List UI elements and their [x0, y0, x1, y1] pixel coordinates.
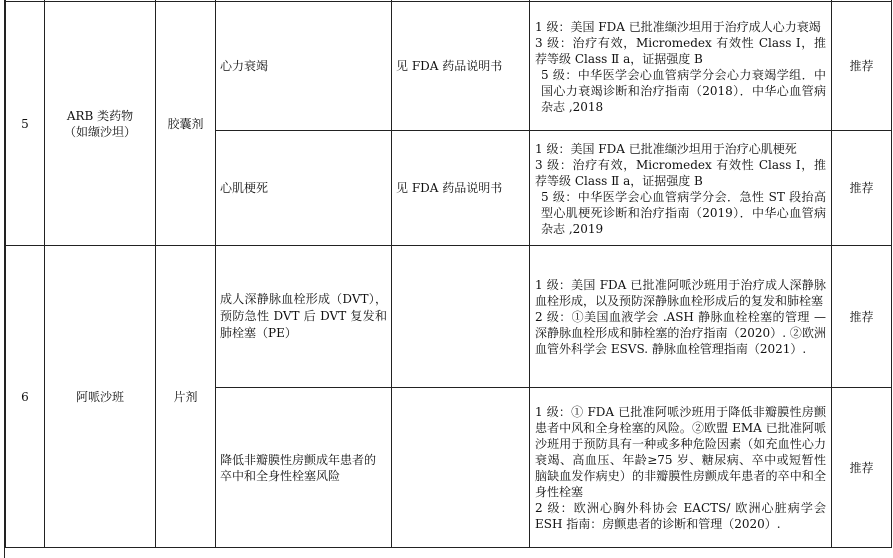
dosage-usage	[392, 388, 530, 548]
table-row	[6, 2, 892, 131]
evidence-level: 3 级：治疗有效，Micromedex 有效性 Class Ⅰ，推荐等级 Class Ⅱ a，证据强度 B	[535, 157, 826, 188]
evidence-level: 5 级：中华医学会心血管病学分会心力衰竭学组．中国心力衰竭诊断和治疗指南（2018）．中华心血管病杂志 ,2018	[541, 67, 826, 114]
dosage-usage	[392, 246, 530, 388]
evidence-level: 1 级：① FDA 已批准阿哌沙班用于降低非瓣膜性房颤患者中风和全身栓塞的风险。②欧盟 EMA 已批准阿哌沙班用于预防具有一种或多种危险因素（如充血性心力衰竭、高血压、年龄≥75 岁、糖尿病、卒中或短暂性脑缺血发作病史）的非瓣膜性房颤成年患者的卒中和全身性栓塞	[535, 405, 826, 499]
dosage-form: 片剂	[156, 246, 216, 548]
evidence-cell	[530, 2, 832, 131]
evidence-cell	[530, 388, 832, 548]
indication: 心力衰竭	[216, 2, 392, 131]
evidence-level: 5 级：中华医学会心血管病学分会．急性 ST 段抬高型心肌梗死诊断和治疗指南（2019）．中华心血管病杂志 ,2019	[541, 189, 826, 236]
indication: 降低非瓣膜性房颤成年患者的卒中和全身性栓塞风险	[216, 388, 392, 548]
drug-example: （如缬沙坦）	[63, 124, 136, 139]
recommendation: 推荐	[832, 246, 892, 388]
table-row	[6, 246, 892, 388]
recommendation: 推荐	[832, 2, 892, 131]
evidence-level: 3 级：治疗有效，Micromedex 有效性 Class I，推荐等级 Class Ⅱ a，证据强度 B	[535, 35, 826, 66]
drug-name-cell	[45, 246, 156, 548]
row-number: 5	[6, 2, 45, 246]
row-number: 6	[6, 246, 45, 548]
recommendation: 推荐	[832, 388, 892, 548]
indication: 心肌梗死	[216, 131, 392, 246]
dosage-usage: 见 FDA 药品说明书	[392, 131, 530, 246]
evidence-level: 1 级：美国 FDA 已批准缬沙坦用于治疗成人心力衰竭	[535, 19, 821, 34]
dosage-form: 胶囊剂	[156, 2, 216, 246]
evidence-level: 1 级：美国 FDA 已批准阿哌沙班用于治疗成人深静脉血栓形成，以及预防深静脉血栓形成后的复发和肺栓塞	[535, 278, 826, 308]
drug-indication-table-page	[4, 0, 891, 558]
drug-indication-table	[5, 0, 892, 548]
evidence-level: 2 级：①美国血液学会 .ASH 静脉血栓栓塞的管理 — 深静脉血栓形成和肺栓塞的治疗指南（2020）. ②欧洲血管外科学会 ESVS. 静脉血栓管理指南（2021）.	[535, 310, 826, 356]
evidence-cell	[530, 131, 832, 246]
drug-name: 阿哌沙班	[75, 389, 124, 404]
recommendation: 推荐	[832, 131, 892, 246]
indication: 成人深静脉血栓形成（DVT），预防急性 DVT 后 DVT 复发和肺栓塞（PE）	[216, 246, 392, 388]
evidence-level: 1 级：美国 FDA 已批准缬沙坦用于治疗心肌梗死	[535, 141, 797, 156]
dosage-usage: 见 FDA 药品说明书	[392, 2, 530, 131]
drug-name: ARB 类药物	[66, 108, 134, 123]
evidence-level: 2 级：欧洲心胸外科协会 EACTS/ 欧洲心脏病学会 ESH 指南：房颤患者的诊断和管理（2020）.	[535, 501, 826, 531]
drug-name-cell	[45, 2, 156, 246]
evidence-cell	[530, 246, 832, 388]
